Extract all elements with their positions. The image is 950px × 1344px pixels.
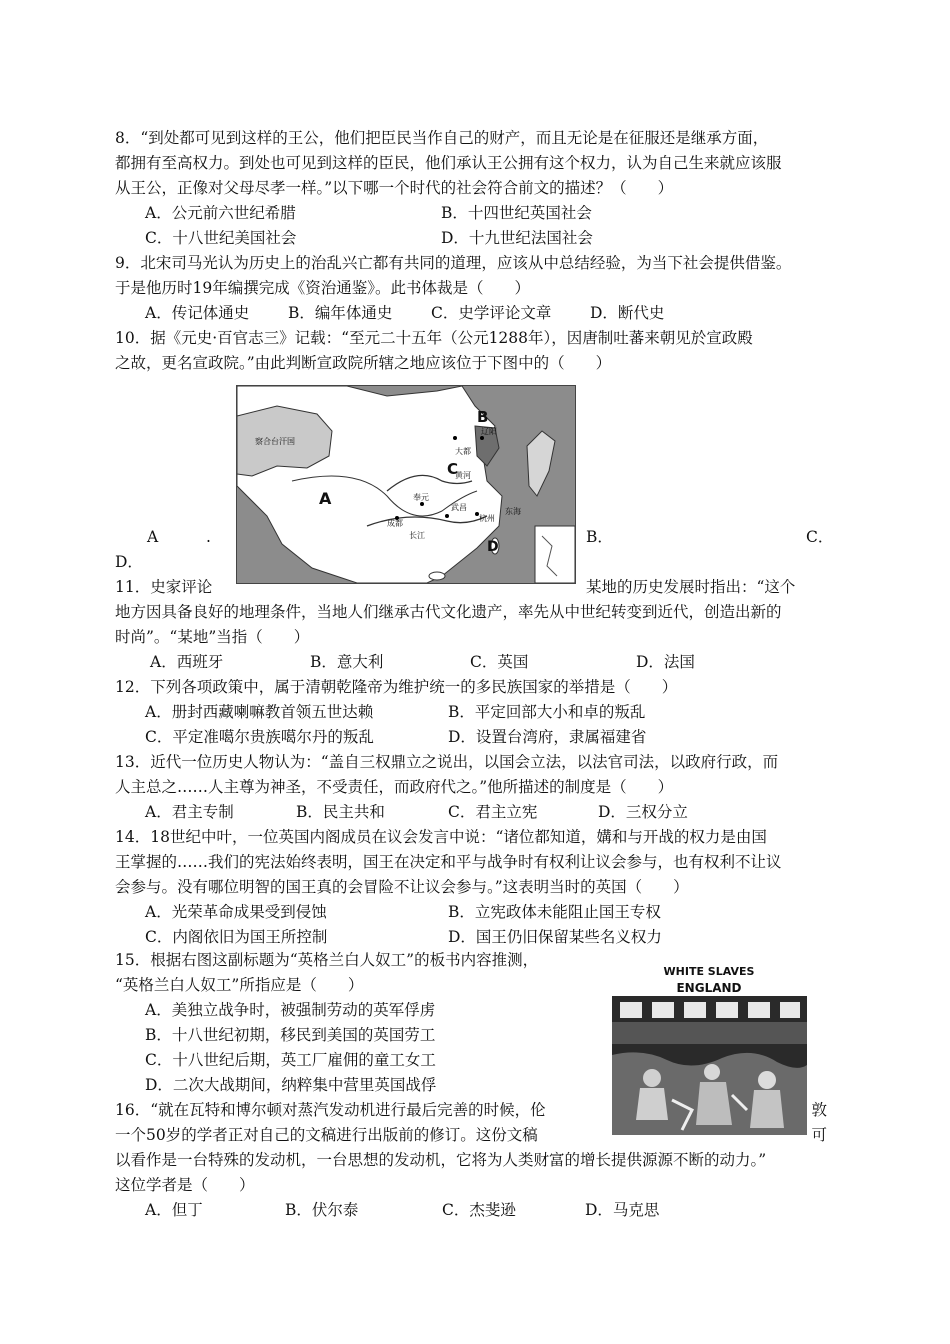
- q13-line-2: 人主总之……人主尊为神圣，不受责任，而政府代之。”他所描述的制度是（ ）: [115, 778, 674, 796]
- q16-option-b: B．伏尔泰: [285, 1201, 359, 1219]
- q8-line-2: 都拥有至高权力。到处也可见到这样的臣民，他们承认王公拥有这个权力，认为自己生来就应该服: [115, 154, 782, 172]
- q9-line-2: 于是他历时19年编撰完成《资治通鉴》。此书体裁是（ ）: [115, 279, 530, 297]
- q16-line-2: [115, 1125, 827, 1145]
- map-place-yellow-river: 黄河: [455, 471, 471, 480]
- q15-option-c: C．十八世纪后期，英工厂雇佣的童工女工: [145, 1051, 436, 1069]
- q9-option-c: C．史学评论文章: [431, 304, 552, 322]
- q10-option-c: C．: [806, 528, 834, 546]
- q11-option-c: C．英国: [470, 653, 529, 671]
- q16-line-2-end: 可: [811, 1126, 827, 1144]
- q16-line-1-end: 敦: [811, 1101, 827, 1119]
- q15-option-a: A．美独立战争时，被强制劳动的英军俘虏: [145, 1001, 436, 1019]
- map-label-b: B: [477, 408, 489, 426]
- q13-line-1: 13．近代一位历史人物认为：“盖自三权鼎立之说出，以国会立法，以法官司法，以政府行政，而: [115, 753, 779, 771]
- q16-line-1: [115, 1100, 827, 1120]
- map-place-dadu: 大都: [455, 447, 471, 456]
- q14-option-b: B．立宪政体未能阻止国王专权: [448, 903, 661, 921]
- q12-option-b: B．平定回部大小和卓的叛乱: [448, 703, 646, 721]
- yuan-dynasty-map: [236, 385, 576, 584]
- q12-line-1: 12．下列各项政策中，属于清朝乾隆帝为维护统一的多民族国家的举措是（ ）: [115, 678, 678, 696]
- image-caption-england: ENGLAND: [676, 981, 742, 995]
- q11-option-d: D．法国: [636, 653, 695, 671]
- q16-line-2-start: 一个50岁的学者正对自己的文稿进行出版前的修订。这份文稿: [115, 1126, 538, 1144]
- map-place-hangzhou: 杭州: [479, 514, 495, 523]
- q16-option-a: A．但丁: [145, 1201, 203, 1219]
- q15-option-d: D．二次大战期间，纳粹集中营里英国战俘: [145, 1076, 437, 1094]
- q15-option-b: B．十八世纪初期，移民到美国的英国劳工: [145, 1026, 436, 1044]
- q13-option-d: D．三权分立: [598, 803, 688, 821]
- q14-line-2: 王掌握的……我们的宪法始终表明，国王在决定和平与战争时有权利让议会参与，也有权利不让议: [115, 853, 782, 871]
- map-place-chengdu: 成都: [387, 519, 403, 528]
- image-caption-white-slaves: WHITE SLAVES: [663, 965, 755, 978]
- map-label-d: D: [487, 539, 499, 555]
- q16-line-1-start: 16．“就在瓦特和博尔顿对蒸汽发动机进行最后完善的时候，伦: [115, 1101, 546, 1119]
- q13-option-b: B．民主共和: [296, 803, 385, 821]
- q10-line-2: 之故，更名宣政院。”由此判断宣政院所辖之地应该位于下图中的（ ）: [115, 354, 612, 372]
- q14-option-c: C．内阁依旧为国王所控制: [145, 928, 328, 946]
- q8-option-d: D．十九世纪法国社会: [441, 229, 593, 247]
- q8-option-a: A．公元前六世纪希腊: [145, 204, 296, 222]
- q11-line-2: 地方因具备良好的地理条件，当地人们继承古代文化遗产，率先从中世纪转变到近代，创造出新的: [115, 603, 782, 621]
- q10-option-a-dot: .: [206, 528, 211, 546]
- q16-line-4: 这位学者是（ ）: [115, 1176, 255, 1194]
- q16-option-c: C．杰斐逊: [442, 1201, 516, 1219]
- q8-option-c: C．十八世纪美国社会: [145, 229, 297, 247]
- q16-option-d: D．马克思: [585, 1201, 660, 1219]
- q10-line-1: 10．据《元史·百官志三》记载：“至元二十五年（公元1288年），因唐制吐蕃来朝见於宣政殿: [115, 329, 753, 347]
- q11-option-b: B．意大利: [310, 653, 384, 671]
- q8-line-3: 从王公，正像对父母尽孝一样。”以下哪一个时代的社会符合前文的描述？（ ）: [115, 179, 674, 197]
- q14-line-3: 会参与。没有哪位明智的国王真的会冒险不让议会参与。”这表明当时的英国（ ）: [115, 878, 689, 896]
- q9-option-d: D．断代史: [590, 304, 665, 322]
- map-place-east-sea: 东海: [505, 507, 521, 516]
- q14-option-a: A．光荣革命成果受到侵蚀: [145, 903, 327, 921]
- q12-option-a: A．册封西藏喇嘛教首领五世达赖: [145, 703, 374, 721]
- q11-line-1-end: 某地的历史发展时指出：“这个: [586, 578, 796, 596]
- q16-line-3: 以看作是一台特殊的发动机，一台思想的发动机，它将为人类财富的增长提供源源不断的动力。”: [115, 1151, 767, 1169]
- q13-option-a: A．君主专制: [145, 803, 234, 821]
- q9-option-b: B．编年体通史: [288, 304, 393, 322]
- q9-option-a: A．传记体通史: [145, 304, 250, 322]
- map-place-chagatai: 察合台汗国: [255, 437, 295, 446]
- q14-line-1: 14．18世纪中叶，一位英国内阁成员在议会发言中说：“诸位都知道，媾和与开战的权力是由国: [115, 828, 767, 846]
- q12-option-d: D．设置台湾府，隶属福建省: [448, 728, 647, 746]
- q15-line-2: “英格兰白人奴工”所指应是（ ）: [115, 976, 364, 994]
- q14-option-d: D．国王仍旧保留某些名义权力: [448, 928, 662, 946]
- map-place-yangtze: 长江: [409, 531, 425, 540]
- map-place-liaoyang: 辽阳: [481, 427, 497, 436]
- q9-line-1: 9．北宋司马光认为历史上的治乱兴亡都有共同的道理，应该从中总结经验，为当下社会提供借鉴。: [115, 254, 792, 272]
- q13-option-c: C．君主立宪: [448, 803, 538, 821]
- q10-option-d: D．: [115, 553, 143, 571]
- map-label-a: A: [319, 489, 332, 508]
- q8-line-1: 8．“到处都可见到这样的王公，他们把臣民当作自己的财产，而且无论是在征服还是继承方面，: [115, 129, 769, 147]
- q12-option-c: C．平定准噶尔贵族噶尔丹的叛乱: [145, 728, 374, 746]
- q10-option-b: B．: [586, 528, 613, 546]
- q8-option-b: B．十四世纪英国社会: [441, 204, 592, 222]
- q11-line-1-start: 11．史家评论: [115, 578, 213, 596]
- q11-line-3: 时尚”。“某地”当指（ ）: [115, 628, 310, 646]
- q11-option-a: A．西班牙: [150, 653, 224, 671]
- map-label-c: C: [447, 460, 459, 478]
- q10-option-a: A: [147, 528, 159, 546]
- q15-line-1: 15．根据右图这副标题为“英格兰白人奴工”的板书内容推测，: [115, 951, 539, 969]
- map-place-wuchang: 武昌: [451, 503, 467, 512]
- map-place-fengyuan: 奉元: [413, 493, 429, 502]
